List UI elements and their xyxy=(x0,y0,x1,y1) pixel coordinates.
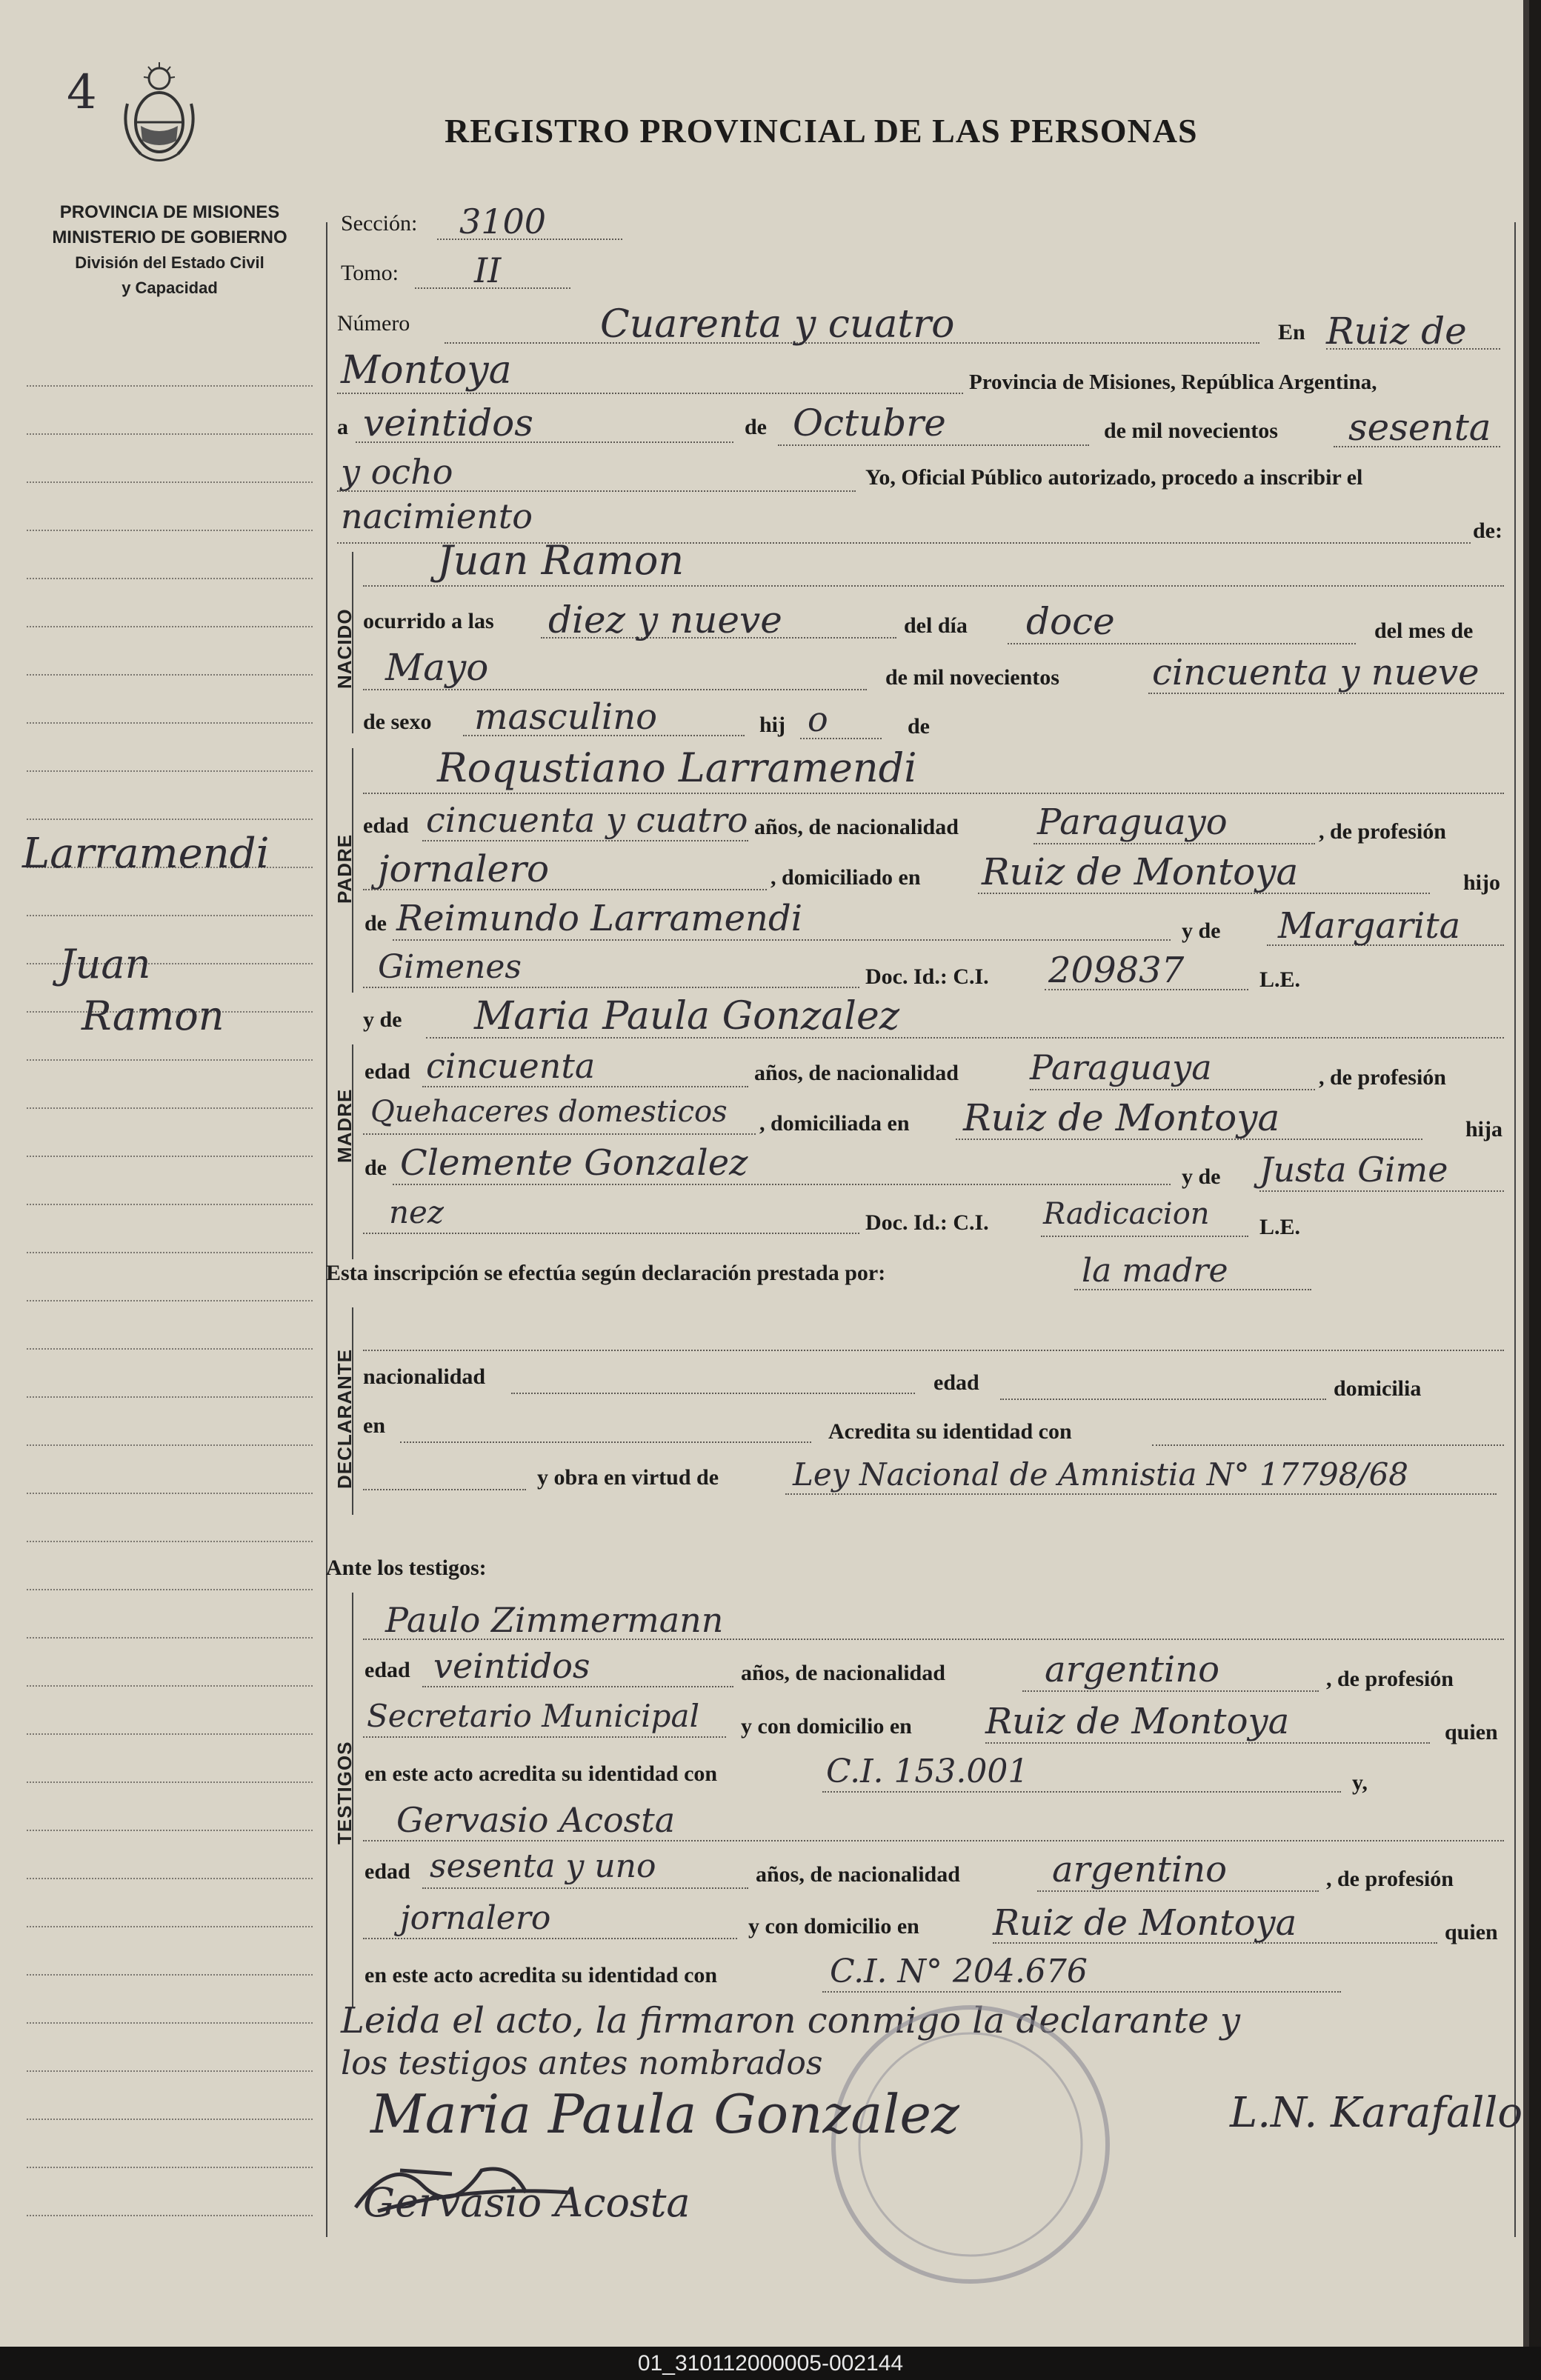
declaracion-value: la madre xyxy=(1082,1252,1228,1290)
madre-de-label: de xyxy=(365,1156,387,1180)
madre-le-label: L.E. xyxy=(1259,1215,1301,1239)
form-right-border xyxy=(1514,222,1517,2237)
madre-edad: cincuenta xyxy=(426,1046,596,1086)
seccion-value: 3100 xyxy=(459,201,547,241)
signature-2: L.N. Karafallo xyxy=(1230,2089,1523,2137)
madre-anios-label: años, de nacionalidad xyxy=(754,1061,959,1085)
padre-le-label: L.E. xyxy=(1259,967,1301,992)
t1-domicilio: Ruiz de Montoya xyxy=(985,1701,1290,1742)
t1-doc: C.I. 153.001 xyxy=(826,1753,1029,1790)
closing-line-2: los testigos antes nombrados xyxy=(341,2044,823,2082)
nacido-de-label: de xyxy=(908,714,930,739)
numero-label: Número xyxy=(337,311,410,336)
padre-edad: cincuenta y cuatro xyxy=(426,800,748,840)
madre-madre-de-cont: nez xyxy=(389,1194,445,1230)
madre-y-de-label2: y de xyxy=(1182,1164,1221,1189)
padre-section-label: PADRE xyxy=(333,833,356,904)
declarante-obra-label: y obra en virtud de xyxy=(537,1465,719,1490)
margin-name-1: Juan xyxy=(59,941,151,987)
t2-profesion-label: , de profesión xyxy=(1326,1867,1454,1891)
margin-name-2: Ramon xyxy=(81,993,224,1039)
hij-label: hij xyxy=(759,713,786,737)
nacido-mil-label: de mil novecientos xyxy=(885,665,1059,690)
madre-hija-label: hija xyxy=(1465,1117,1503,1141)
yo-text: Yo, Oficial Público autorizado, procedo a inscribir el xyxy=(865,465,1363,490)
declarante-obra-value: Ley Nacional de Amnistia N° 17798/68 xyxy=(793,1456,1409,1493)
t1-acredita-label: en este acto acredita su identidad con xyxy=(365,1761,718,1786)
place-cont: Montoya xyxy=(341,348,512,393)
padre-doc-label: Doc. Id.: C.I. xyxy=(865,964,989,989)
madre-madre-de: Justa Gime xyxy=(1259,1150,1448,1190)
t1-profesion: Secretario Municipal xyxy=(367,1698,699,1734)
madre-nombre: Maria Paula Gonzalez xyxy=(474,994,900,1039)
madre-padre-de: Clemente Gonzalez xyxy=(400,1142,748,1184)
t1-domicilio-label: y con domicilio en xyxy=(741,1714,912,1739)
t2-nacionalidad: argentino xyxy=(1052,1849,1228,1890)
t1-anios-label: años, de nacionalidad xyxy=(741,1661,945,1685)
en-label: En xyxy=(1278,320,1305,344)
madre-edad-label: edad xyxy=(365,1059,410,1084)
nacido-anio: cincuenta y nueve xyxy=(1152,652,1480,693)
t2-edad: sesenta y uno xyxy=(430,1847,656,1885)
ocurrido-label: ocurrido a las xyxy=(363,609,494,633)
declarante-edad-label: edad xyxy=(933,1370,979,1395)
coat-of-arms-icon xyxy=(119,59,200,170)
t2-domicilio-label: y con domicilio en xyxy=(748,1914,919,1939)
padre-edad-label: edad xyxy=(363,813,409,838)
dia-value: veintidos xyxy=(363,401,533,444)
padre-anios-label: años, de nacionalidad xyxy=(754,815,959,839)
padre-madre-de-cont: Gimenes xyxy=(378,948,522,986)
madre-y-de-label: y de xyxy=(363,1007,402,1032)
provincia-text: Provincia de Misiones, República Argentina, xyxy=(969,370,1377,394)
padre-nombre: Roqustiano Larramendi xyxy=(437,744,917,791)
nacido-hij: o xyxy=(808,699,828,739)
testigos-ante-label: Ante los testigos: xyxy=(326,1556,487,1580)
padre-padre-de: Reimundo Larramendi xyxy=(396,898,803,939)
sexo-label: de sexo xyxy=(363,710,432,734)
seccion-label: Sección: xyxy=(341,211,418,236)
tomo-label: Tomo: xyxy=(341,261,399,285)
form-left-border xyxy=(326,222,329,2237)
nacido-mes: Mayo xyxy=(385,646,489,689)
org-block xyxy=(27,200,313,301)
declarante-acredita-label: Acredita su identidad con xyxy=(828,1419,1072,1444)
org-line-ministry: MINISTERIO DE GOBIERNO xyxy=(52,227,287,247)
t1-quien-label: quien xyxy=(1445,1720,1498,1744)
padre-y-de-label: y de xyxy=(1182,919,1221,943)
de-label: de xyxy=(745,415,767,439)
mes-value: Octubre xyxy=(793,401,946,444)
t1-edad-label: edad xyxy=(365,1658,410,1682)
declarante-en-label: en xyxy=(363,1413,385,1438)
en-value: Ruiz de xyxy=(1326,310,1467,353)
t2-anios-label: años, de nacionalidad xyxy=(756,1862,960,1887)
t2-nombre: Gervasio Acosta xyxy=(396,1800,676,1840)
del-mes-label: del mes de xyxy=(1374,619,1474,643)
org-line-province: PROVINCIA DE MISIONES xyxy=(59,202,280,222)
mil-label: de mil novecientos xyxy=(1104,419,1278,443)
page-title: REGISTRO PROVINCIAL DE LAS PERSONAS xyxy=(445,112,1198,150)
padre-nacionalidad: Paraguayo xyxy=(1037,801,1228,843)
numero-value: Cuarenta y cuatro xyxy=(600,302,955,347)
t2-profesion: jornalero xyxy=(400,1899,551,1937)
acto-value: nacimiento xyxy=(341,496,533,536)
anio-cont: y ocho xyxy=(341,452,453,492)
testigos-section-label: TESTIGOS xyxy=(333,1741,356,1844)
padre-profesion-label: , de profesión xyxy=(1319,819,1446,844)
madre-domicilio: Ruiz de Montoya xyxy=(963,1096,1280,1139)
t1-edad: veintidos xyxy=(433,1646,590,1686)
nacido-nombre: Juan Ramon xyxy=(437,537,685,584)
t1-y-label: y, xyxy=(1352,1770,1368,1795)
nacido-sexo: masculino xyxy=(474,696,658,738)
madre-profesion-label: , de profesión xyxy=(1319,1065,1446,1090)
declarante-domicilia-label: domicilia xyxy=(1334,1376,1422,1401)
nacido-section-label: NACIDO xyxy=(333,608,356,689)
padre-domicilio: Ruiz de Montoya xyxy=(982,850,1299,893)
nacido-dia: doce xyxy=(1026,600,1115,643)
de-colon-label: de: xyxy=(1473,519,1502,543)
anio-value: sesenta xyxy=(1348,406,1491,449)
tomo-value: II xyxy=(474,250,502,290)
t1-nacionalidad: argentino xyxy=(1045,1649,1220,1690)
margin-surname: Larramendi xyxy=(22,830,270,878)
page-number: 4 xyxy=(67,65,97,120)
padre-de-label: de xyxy=(365,911,387,936)
declarante-nacionalidad-label: nacionalidad xyxy=(363,1364,486,1389)
madre-doc: Radicacion xyxy=(1043,1197,1210,1231)
a-label: a xyxy=(337,415,348,439)
t2-edad-label: edad xyxy=(365,1859,410,1884)
t2-quien-label: quien xyxy=(1445,1920,1498,1944)
t2-doc: C.I. N° 204.676 xyxy=(830,1953,1088,1990)
signature-1: Maria Paula Gonzalez xyxy=(370,2083,959,2145)
padre-hijo-label: hijo xyxy=(1463,870,1501,895)
declarante-section-label: DECLARANTE xyxy=(333,1348,356,1489)
t2-acredita-label: en este acto acredita su identidad con xyxy=(365,1963,718,1987)
image-id-footer: 01_310112000005-002144 xyxy=(0,2347,1541,2380)
padre-domicilio-label: , domiciliado en xyxy=(770,865,921,890)
closing-line-1: Leida el acto, la firmaron conmigo la declarante y xyxy=(341,2000,1240,2041)
madre-section-label: MADRE xyxy=(333,1088,356,1163)
madre-nacionalidad: Paraguaya xyxy=(1030,1047,1212,1087)
madre-domicilio-label: , domiciliada en xyxy=(759,1111,910,1136)
padre-profesion: jornalero xyxy=(378,847,550,890)
madre-doc-label: Doc. Id.: C.I. xyxy=(865,1210,989,1235)
padre-doc: 209837 xyxy=(1048,950,1185,991)
org-line-division: División del Estado Civil xyxy=(75,253,264,272)
nacido-hora: diez y nueve xyxy=(548,599,782,641)
signature-3: Gervasio Acosta xyxy=(363,2179,690,2226)
madre-profesion: Quehaceres domesticos xyxy=(370,1095,728,1129)
t1-nombre: Paulo Zimmermann xyxy=(385,1600,724,1640)
padre-madre-de: Margarita xyxy=(1278,905,1461,947)
org-line-capacidad: y Capacidad xyxy=(122,279,218,297)
del-dia-label: del día xyxy=(904,613,968,638)
t2-domicilio: Ruiz de Montoya xyxy=(993,1902,1297,1944)
t1-profesion-label: , de profesión xyxy=(1326,1667,1454,1691)
declaracion-label: Esta inscripción se efectúa según declaración prestada por: xyxy=(326,1261,886,1285)
